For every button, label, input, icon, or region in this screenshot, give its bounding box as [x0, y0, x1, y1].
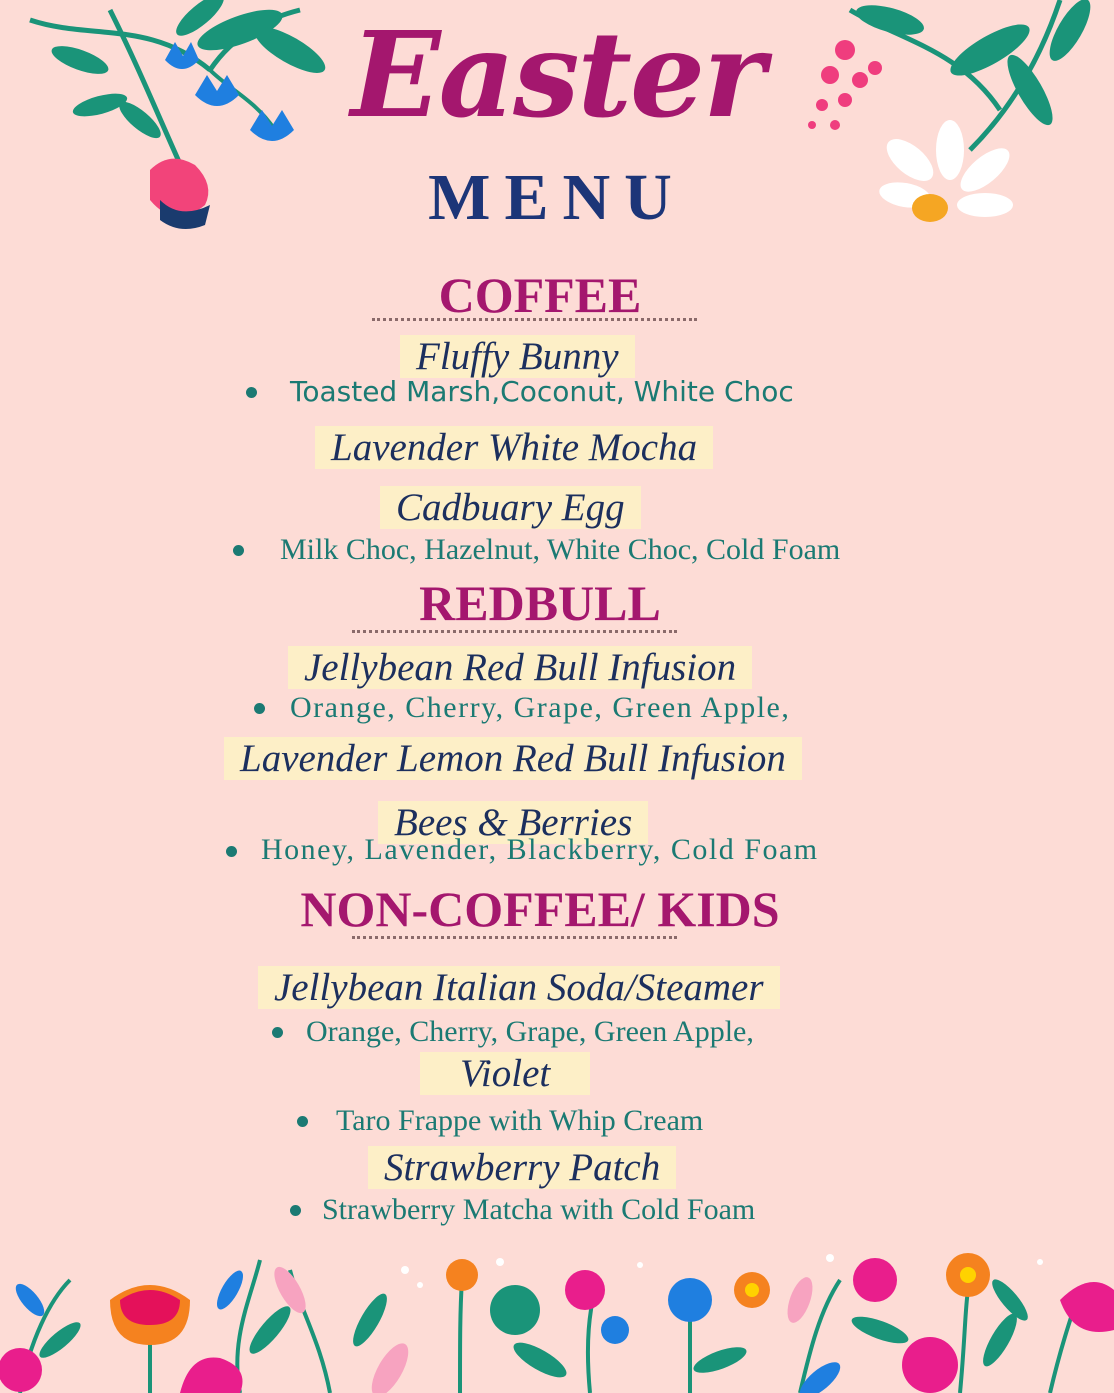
menu-item-label: Fluffy Bunny [400, 335, 635, 378]
bullet-icon [254, 703, 265, 714]
menu-item-label: Lavender White Mocha [315, 426, 713, 469]
menu-item-description: Orange, Cherry, Grape, Green Apple, [290, 691, 791, 724]
menu-item-description: Honey, Lavender, Blackberry, Cold Foam [261, 833, 819, 866]
menu-item-name [224, 734, 802, 784]
section-divider [372, 318, 697, 321]
section-title-redbull: REDBULL [419, 575, 661, 631]
menu-item-name [258, 963, 780, 1013]
menu-item-label: Bees & Berries [378, 801, 648, 844]
menu-item-description: Toasted Marsh,Coconut, White Choc [290, 375, 794, 408]
menu-item-description: Milk Choc, Hazelnut, White Choc, Cold Foam [280, 533, 841, 566]
menu-item-label: Strawberry Patch [368, 1146, 676, 1189]
menu-item-description: Taro Frappe with Whip Cream [336, 1104, 704, 1137]
page-title: Easter [350, 5, 764, 144]
bullet-icon [233, 545, 244, 556]
bullet-icon [226, 846, 237, 857]
menu-item-name [420, 1049, 590, 1099]
bullet-icon [290, 1205, 301, 1216]
bullet-icon [272, 1027, 283, 1038]
menu-item-name [368, 1143, 676, 1193]
section-title-coffee: COFFEE [438, 267, 642, 323]
menu-item-description: Orange, Cherry, Grape, Green Apple, [306, 1015, 754, 1048]
bullet-icon [246, 387, 257, 398]
page-subtitle: MENU [428, 161, 686, 234]
menu-item-label: Violet [420, 1052, 590, 1095]
menu-item-label: Jellybean Red Bull Infusion [288, 646, 752, 689]
menu-item-label: Lavender Lemon Red Bull Infusion [224, 737, 802, 780]
menu-item-label: Cadbuary Egg [380, 486, 641, 529]
bullet-icon [297, 1116, 308, 1127]
menu-item-name [288, 643, 752, 693]
menu-item-name [380, 483, 641, 533]
menu-item-name [315, 423, 713, 473]
section-divider [352, 936, 677, 939]
section-title-non-coffee-kids: NON-COFFEE/ KIDS [300, 881, 780, 937]
menu-item-label: Jellybean Italian Soda/Steamer [258, 966, 780, 1009]
menu-item-description: Strawberry Matcha with Cold Foam [322, 1193, 756, 1226]
section-divider [352, 630, 677, 633]
